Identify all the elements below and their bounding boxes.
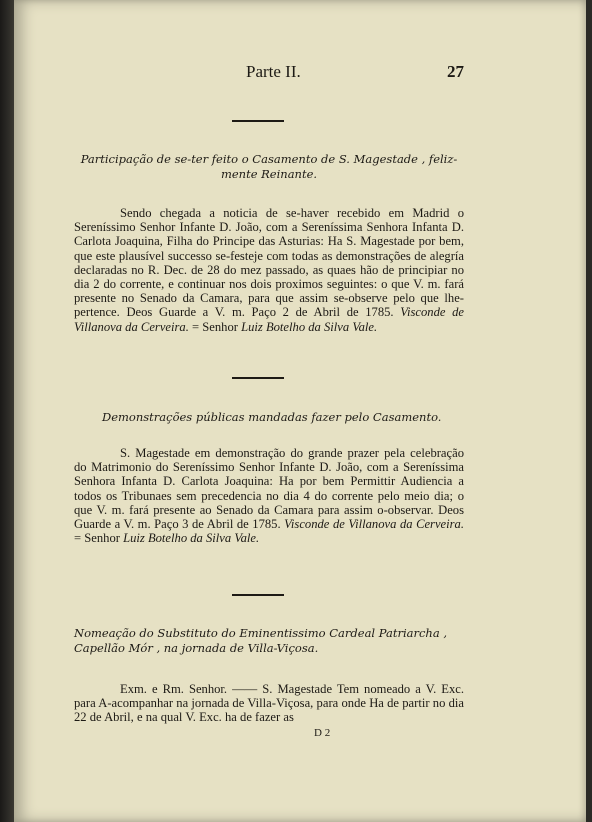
book-spine [0,0,14,822]
closing: = Senhor [74,531,120,546]
section-text: Sendo chegada a noticia de se-haver recebido em Madrid o Sereníssimo Senhor Infante D. João, com a Sereníssima Senhora Infanta D. Carlota Joaquina, Filha do Principe das Asturias: Ha S. Magestade por bem, que este plausível successo se-festeje com todas as demonstrações de alegría declaradas no R. Dec. de 28 do mez passado, as quaes hão de principiar no dia 2 do corrente, e continuar nos dois proximos seguintes: o que V. m. fará presente no Senado da Camara, para que assim se-observe pelo que lhe-pertence. Deos Guarde a V. m. Paço 2 de Abril de 1785. [74,206,464,320]
signature: Visconde de Villanova da Cerveira. [284,517,464,532]
running-title: Parte II. [246,62,301,81]
addressee: Luiz Botelho da Silva Vale. [123,531,260,546]
section-body [74,446,464,545]
page-header [14,62,586,92]
section-divider [232,594,284,596]
section-divider [232,377,284,379]
document-page [14,0,586,822]
section-text: S. Magestade em demonstração do grande prazer pela celebração do Matrimonio do Sereníssimo Senhor Infante D. João, com a Sereníssima Senhora Infanta D. Carlota Joaquina: Ha por bem Permittir Audiencia a todos os Tribunaes sem precedencia no dia 4 do corrente pelo meio dia; o que V. m. fará presente ao Senado da Camara para assim o-observar. Deos Guarde a V. m. Paço 3 de Abril de 1785. [74,446,464,532]
section-title: Participação de se-ter feito o Casamento de S. Magestade , feliz-mente Reinante. [80,152,458,181]
section-title: Demonstrações públicas mandadas fazer pelo Casamento. [102,410,442,424]
addressee: Luiz Botelho da Silva Vale. [241,319,378,334]
section-body [74,206,464,334]
closing: = Senhor [192,319,238,334]
signature-mark: D 2 [314,727,331,739]
section-title: Nomeação do Substituto do Eminentissimo Cardeal Patriarcha , Capellão Mór , na jornada de Villa-Viçosa. [74,626,447,655]
page-number: 27 [447,62,464,81]
signature: Visconde de Villanova da Cerveira. [74,305,464,334]
section-body [74,682,464,725]
section-text: Exm. e Rm. Senhor. —— S. Magestade Tem nomeado a V. Exc. para A-acompanhar na jornada de Villa-Viçosa, para onde Ha de partir no dia 22 de Abril, e na qual V. Exc. ha de fazer as [74,682,464,725]
section-divider [232,120,284,122]
